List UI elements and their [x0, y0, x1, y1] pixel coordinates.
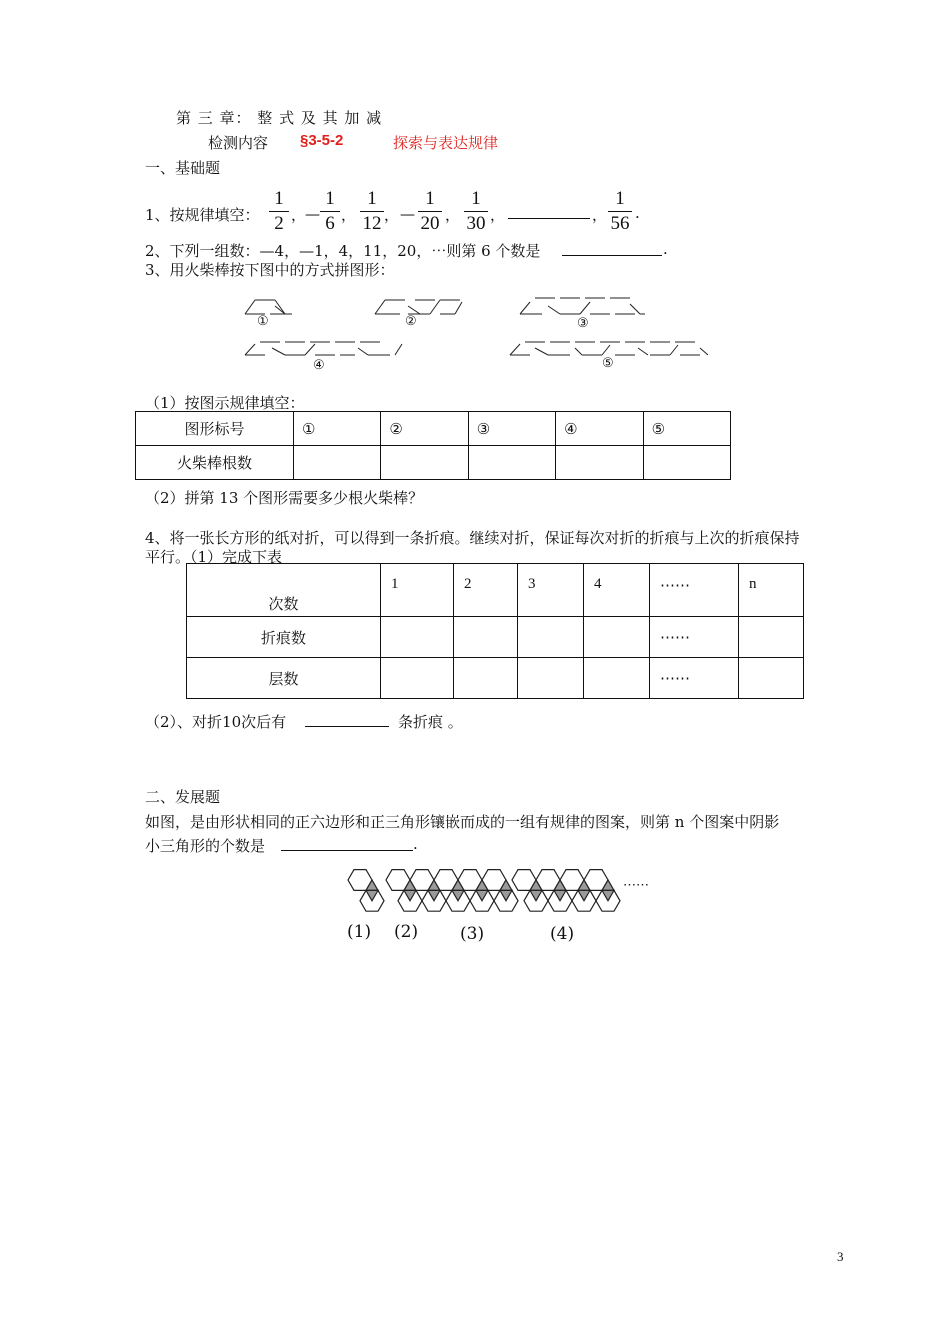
answer-cell[interactable] — [643, 446, 730, 480]
answer-cell[interactable] — [294, 446, 381, 480]
table-cell: 层数 — [187, 658, 381, 699]
part2-title: 二、发展题 — [145, 788, 221, 806]
folding-table — [186, 563, 804, 699]
answer-cell[interactable] — [518, 658, 584, 699]
fraction-5: 1 30 — [464, 188, 488, 235]
answer-cell[interactable] — [584, 617, 650, 658]
answer-cell[interactable] — [739, 617, 804, 658]
table-cell: ③ — [468, 412, 555, 446]
table-row — [187, 564, 804, 617]
q4-line2: 平行。（1）完成下表 — [145, 548, 283, 566]
section-code: §3-5-2 — [300, 132, 344, 149]
table-cell: ⋯⋯ — [650, 617, 739, 658]
q2-answer-blank[interactable] — [562, 240, 662, 260]
section-title: 探索与表达规律 — [393, 134, 499, 152]
figure-label: (3) — [460, 924, 485, 944]
q4-sub2-prefix: （2）、对折10次后有 — [145, 713, 287, 731]
page-number: 3 — [837, 1249, 844, 1264]
matchstick-figure-5 — [510, 342, 708, 355]
part2-answer-blank[interactable] — [281, 835, 413, 855]
answer-cell[interactable] — [454, 617, 518, 658]
answer-cell[interactable] — [739, 658, 804, 699]
q2-text: 2、下列一组数：—4，—1，4，11，20，⋯则第 6 个数是 — [145, 242, 541, 260]
table-cell: 折痕数 — [187, 617, 381, 658]
table-cell: ④ — [556, 412, 643, 446]
answer-cell[interactable] — [556, 446, 643, 480]
ellipsis: ⋯⋯ — [623, 878, 649, 893]
figure-label: ④ — [313, 358, 325, 373]
answer-cell[interactable] — [381, 446, 468, 480]
figure-label: ② — [405, 314, 417, 329]
chapter-title: 第 三 章： 整 式 及 其 加 减 — [176, 109, 383, 127]
table-cell: 2 — [454, 564, 518, 617]
figure-label: (2) — [394, 922, 419, 942]
minus-sign: — — [400, 205, 415, 223]
q3-text: 3、用火柴棒按下图中的方式拼图形： — [145, 261, 395, 279]
table-cell: 次数 — [187, 564, 381, 617]
table-cell: 1 — [381, 564, 454, 617]
figure-label: ③ — [577, 316, 589, 331]
table-row — [187, 617, 804, 658]
table-row — [136, 446, 731, 480]
answer-cell[interactable] — [584, 658, 650, 699]
answer-cell[interactable] — [381, 617, 454, 658]
table-cell: ⋯⋯ — [650, 658, 739, 699]
q4-sub2-suffix: 条折痕 。 — [398, 713, 463, 731]
figure-label: (1) — [347, 922, 372, 942]
part1-title: 一、基础题 — [145, 159, 221, 177]
part2-line2: 小三角形的个数是 — [145, 837, 266, 855]
matchstick-figure-4 — [245, 342, 402, 355]
answer-cell[interactable] — [518, 617, 584, 658]
q1-prefix: 1、按规律填空： — [145, 206, 260, 224]
answer-cell[interactable] — [381, 658, 454, 699]
table-cell: ⋯⋯ — [650, 564, 739, 617]
fraction-1: 1 2 — [269, 188, 289, 235]
table-cell: 图形标号 — [136, 412, 294, 446]
content-label: 检测内容 — [208, 134, 269, 152]
answer-cell[interactable] — [454, 658, 518, 699]
fraction-3: 1 12 — [360, 188, 384, 235]
q1-answer-blank[interactable] — [508, 204, 590, 223]
part2-line1: 如图，是由形状相同的正六边形和正三角形镶嵌而成的一组有规律的图案，则第 n 个图案中阴影 — [145, 813, 780, 831]
hexagon-tiling-figures — [340, 866, 630, 916]
table-row — [187, 658, 804, 699]
matchstick-figures — [230, 292, 730, 372]
table-cell: 火柴棒根数 — [136, 446, 294, 480]
table-cell: ① — [294, 412, 381, 446]
fraction-6: 1 56 — [608, 188, 632, 235]
table-row — [136, 412, 731, 446]
fraction-2: 1 6 — [320, 188, 340, 235]
minus-sign: — — [305, 205, 320, 223]
table-cell: ⑤ — [643, 412, 730, 446]
q4-answer-blank[interactable] — [305, 711, 389, 731]
table-cell: 4 — [584, 564, 650, 617]
answer-cell[interactable] — [468, 446, 555, 480]
q3-sub2: （2）拼第 13 个图形需要多少根火柴棒？ — [145, 489, 424, 507]
q3-sub1: （1）按图示规律填空： — [145, 394, 305, 412]
figure-label: ⑤ — [602, 356, 614, 371]
table-cell: ② — [381, 412, 468, 446]
matchstick-table — [135, 411, 731, 480]
matchstick-figure-3 — [520, 298, 645, 314]
matchstick-figure-1 — [245, 300, 292, 314]
q4-line1: 4、将一张长方形的纸对折，可以得到一条折痕。继续对折，保证每次对折的折痕与上次的折痕保持 — [145, 529, 800, 547]
figure-label: ① — [257, 314, 269, 329]
matchstick-figure-2 — [375, 300, 462, 314]
table-cell: n — [739, 564, 804, 617]
table-cell: 3 — [518, 564, 584, 617]
fraction-4: 1 20 — [418, 188, 442, 235]
figure-label: (4) — [550, 924, 575, 944]
